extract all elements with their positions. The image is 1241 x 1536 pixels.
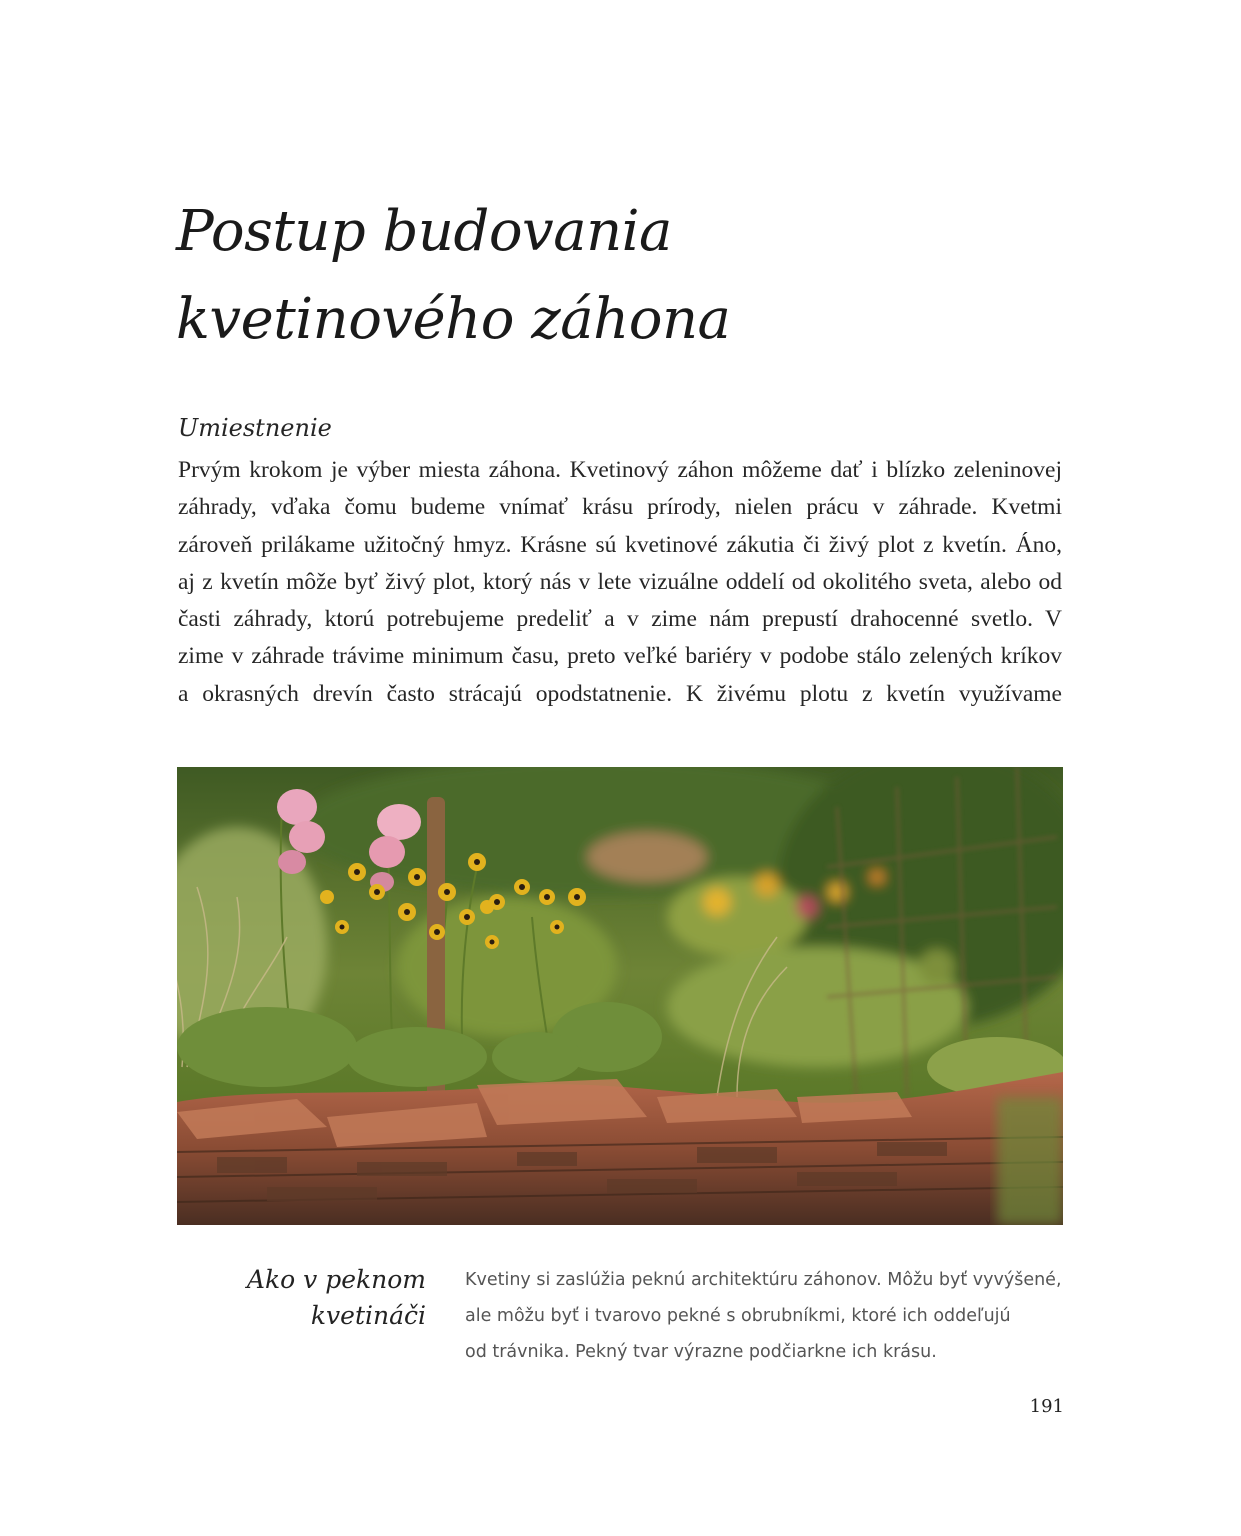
page-title xyxy=(176,188,1076,364)
caption-line: ale môžu byť i tvarovo pekné s obrubníkmi, ktoré ich oddeľujú xyxy=(465,1306,1011,1326)
caption-title xyxy=(200,1262,426,1334)
page-title-line-2: kvetinového záhona xyxy=(176,287,731,352)
caption-text xyxy=(465,1262,1085,1370)
body-line: aj z kvetín môže byť živý plot, ktorý nás v lete vizuálne oddelí od okolitého sveta, alebo od xyxy=(178,568,1062,595)
body-line: časti záhrady, ktorú potrebujeme predeliť a v zime nám prepustí drahocenné svetlo. V xyxy=(178,606,1062,633)
body-paragraph xyxy=(178,452,1062,713)
body-line: záhrady, vďaka čomu budeme vnímať krásu prírody, nielen prácu v záhrade. Kvetmi xyxy=(178,494,1062,521)
caption-title-line: Ako v peknom xyxy=(246,1265,426,1294)
caption-line: od trávnika. Pekný tvar výrazne podčiarkne ich krásu. xyxy=(465,1342,937,1362)
body-line: zároveň prilákame užitočný hmyz. Krásne sú kvetinové zákutia či živý plot z kvetín. Áno, xyxy=(178,531,1062,558)
page-number: 191 xyxy=(1029,1396,1064,1417)
page-title-line-1: Postup budovania xyxy=(176,199,672,264)
body-line: Prvým krokom je výber miesta záhona. Kvetinový záhon môžeme dať i blízko zeleninovej xyxy=(178,457,1062,483)
section-heading: Umiestnenie xyxy=(178,414,332,442)
caption-title-line: kvetináči xyxy=(310,1301,426,1330)
body-line: a okrasných drevín často strácajú opodstatnenie. K živému plotu z kvetín využívame xyxy=(178,680,1062,707)
flower-bed-photo xyxy=(177,767,1063,1225)
body-line: zime v záhrade trávime minimum času, preto veľké bariéry v podobe stálo zelených kríkov xyxy=(178,643,1062,670)
caption-line: Kvetiny si zaslúžia peknú architektúru záhonov. Môžu byť vyvýšené, xyxy=(465,1270,1062,1290)
